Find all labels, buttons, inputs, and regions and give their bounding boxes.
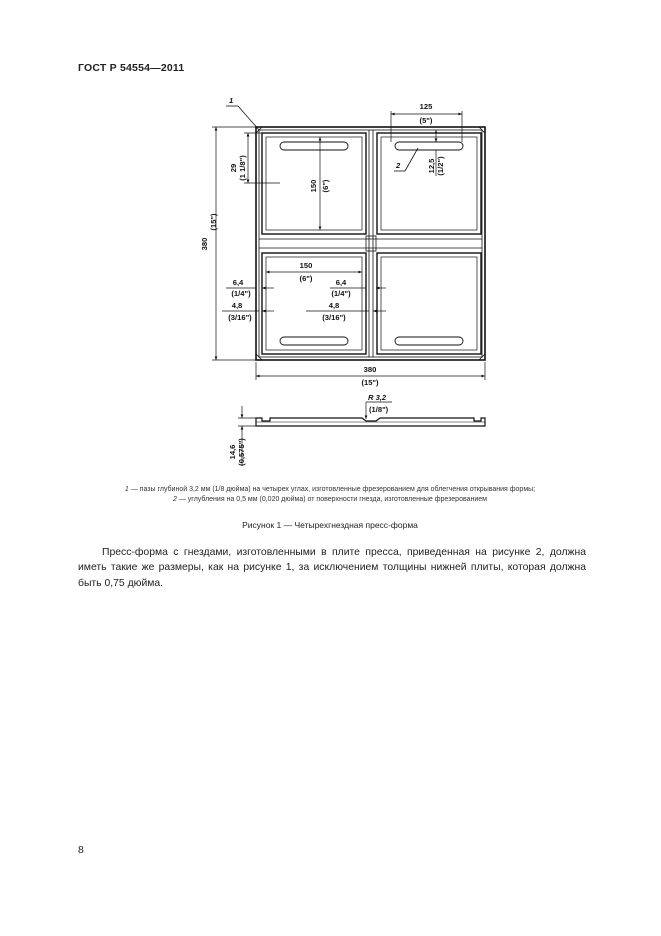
figure-legend-item-1 bbox=[40, 485, 620, 495]
cavity-bottom-right bbox=[377, 253, 481, 354]
dim-left-offset-mm: 29 bbox=[229, 163, 238, 173]
dim-rib-right-mm: 6,4 bbox=[335, 278, 347, 287]
cavity-bottom-left bbox=[262, 253, 366, 354]
dim-overall-height bbox=[212, 127, 256, 360]
mold-section-view bbox=[256, 418, 485, 426]
dim-slot-height-in: (1/2") bbox=[436, 156, 445, 176]
dim-cavity-height-in: (6") bbox=[321, 179, 330, 193]
dim-left-offset-in: (1 1/8") bbox=[238, 155, 247, 181]
slot-recess bbox=[280, 337, 348, 345]
page-number: 8 bbox=[78, 844, 84, 856]
dim-wall-right-mm: 4,8 bbox=[328, 301, 340, 310]
dim-top-width-mm: 125 bbox=[419, 102, 433, 111]
body-paragraph: Пресс-форма с гнездами, изготовленными в плите пресса, приведенная на рисунке 2, должна иметь такие же размеры, как на рисунке 1, за исключением толщины нижней плиты, которая должна быть 0,75 дюйма. bbox=[78, 547, 586, 589]
cavity-top-right bbox=[377, 133, 481, 234]
slot-recess bbox=[395, 142, 463, 150]
dim-radius-mm: R 3,2 bbox=[368, 393, 387, 402]
dim-cavity-width-in: (6") bbox=[299, 274, 313, 283]
mold-plan-view bbox=[256, 127, 485, 360]
dim-radius-in: (1/8") bbox=[369, 405, 389, 414]
legend-1-text: — пазы глубиной 3,2 мм (1/8 дюйма) на четырех углах, изготовленные фрезерованием для облегчения открывания формы; bbox=[128, 486, 536, 493]
dim-slot-height-mm: 12,5 bbox=[427, 158, 436, 174]
outer-frame-inner bbox=[259, 130, 482, 357]
legend-1-number: 1 bbox=[124, 486, 129, 493]
legend-2-number: 2 bbox=[173, 496, 177, 503]
outer-frame bbox=[256, 127, 485, 360]
dim-rib-left-mm: 6,4 bbox=[232, 278, 244, 287]
document-standard-header: ГОСТ Р 54554—2011 bbox=[78, 62, 185, 74]
dim-overall-width-in: (15") bbox=[361, 378, 379, 387]
dim-overall-height-mm: 380 bbox=[200, 237, 209, 251]
dim-overall-height-in: (15") bbox=[209, 213, 218, 231]
dim-cavity-height-mm: 150 bbox=[309, 179, 318, 193]
slot-recess bbox=[280, 142, 348, 150]
figure-legend-item-2 bbox=[40, 495, 620, 505]
dim-top-width-in: (5") bbox=[419, 116, 433, 125]
slot-recess bbox=[395, 337, 463, 345]
dim-rib-right-in: (1/4") bbox=[331, 289, 351, 298]
dim-thickness-mm: 14,6 bbox=[228, 444, 237, 460]
callout-1 bbox=[226, 106, 259, 130]
callout-2-label: 2 bbox=[396, 161, 401, 170]
dim-thickness-in: (0,575") bbox=[237, 438, 246, 466]
dim-cavity-width-mm: 150 bbox=[299, 261, 313, 270]
dim-wall-left-in: (3/16") bbox=[228, 313, 252, 322]
callout-1-label: 1 bbox=[229, 96, 234, 105]
legend-2-text: — углубления на 0,5 мм (0,020 дюйма) от поверхности гнезда, изготовленные фрезерованием bbox=[176, 496, 487, 503]
dim-wall-right-in: (3/16") bbox=[322, 313, 346, 322]
dim-overall-width-mm: 380 bbox=[363, 365, 377, 374]
dim-rib-left-in: (1/4") bbox=[231, 289, 251, 298]
figure-caption: Рисунок 1 — Четырехгнездная пресс-форма bbox=[242, 520, 418, 530]
dim-wall-left-mm: 4,8 bbox=[231, 301, 243, 310]
